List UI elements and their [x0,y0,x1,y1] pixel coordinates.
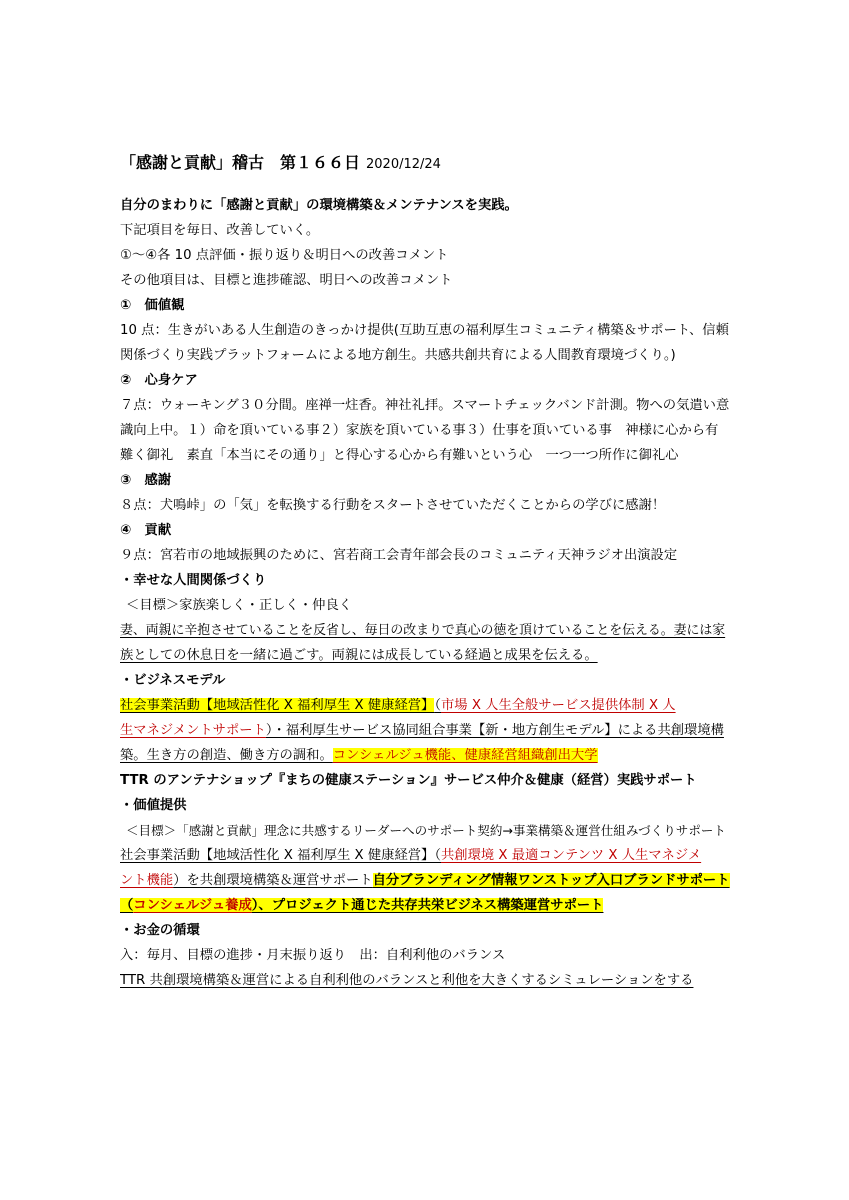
section-relations-line-2 [120,643,732,668]
section-business-heading: ・ビジネスモデル [120,673,226,688]
business-red-1: 市場 X 人生全般サービス提供体制 X 人 [441,698,676,713]
section-business-line-4: TTR のアンテナショップ『まちの健康ステーション』サービス仲介＆健康（経営）実践サポート [120,773,697,788]
value-text-2: ）を共創環境構築＆運営サポート [173,873,373,888]
section-money-line-2 [120,968,732,993]
relations-text-1: 妻、両親に辛抱させていることを反省し、毎日の改まりで真心の徳を頂けていることを伝える。妻には家 [120,623,726,638]
section-value-line-3 [120,893,732,918]
section-care-line-2: 識向上中。１）命を頂いている事２）家族を頂いている事３）仕事を頂いている事 神様に心から有 [120,423,719,438]
document-body [120,193,732,993]
section-contribution-line-1: ９点：宮若市の地域振興のために、宮若商工会青年部会長のコミュニティ天神ラジオ出演設定 [120,548,678,563]
section-value-line-2 [120,868,732,893]
section-thanks-line-1: ８点：犬鳴峠」の「気」を転換する行動をスタートさせていただくことからの学びに感謝！ [120,498,666,513]
business-paren-open: （ [434,698,442,713]
value-red-1: 共創環境 X 最適コンテンツ X 人生マネジメ [441,848,702,863]
intro-line-2: ①～④各 10 点評価・振り返り＆明日への改善コメント [120,248,449,263]
value-red-2: ント機能 [120,873,174,888]
section-care-heading: ② 心身ケア [120,373,198,388]
section-values-line-1: 10 点：生きがいある人生創造のきっかけ提供(互助互恵の福利厚生コミュニティ構築＆サポート、信頼 [120,323,729,338]
section-relations-goal: ＜目標＞家族楽しく・正しく・仲良く [126,598,353,613]
section-money-line-1: 入：毎月、目標の進捗・月末振り返り 出：自利利他のバランス [120,948,506,963]
section-value-goal: ＜目標＞「感謝と貢献」理念に共感するリーダーへのサポート契約→事業構築＆運営仕組みづくりサポート [126,823,726,838]
value-highlight-3a: （ [120,898,134,913]
section-care-line-1: ７点：ウォーキング３０分間。座禅一炷香。神社礼拝。スマートチェックバンド計測。物への気遣い意 [120,398,730,413]
business-red-2: 生マネジメントサポート [120,723,266,738]
section-relations-heading: ・幸せな人間関係づくり [120,573,267,588]
value-text-1: 社会事業活動【地域活性化 X 福利厚生 X 健康経営】（ [120,848,442,863]
section-thanks-heading: ③ 感謝 [120,473,172,488]
money-text-2: TTR 共創環境構築＆運営による自利利他のバランスと利他を大きくするシミュレーションをする [120,973,694,988]
business-text-2: ）・福利厚生サービス協同組合事業【新・地方創生モデル】による共創環境構 [265,723,724,738]
section-business-line-3 [120,743,732,768]
business-highlight-3: コンシェルジュ機能、健康経営組織創出大学 [332,748,598,763]
section-values-heading: ① 価値観 [120,298,185,313]
section-money-heading: ・お金の循環 [120,923,200,938]
business-highlight-1: 社会事業活動【地域活性化 X 福利厚生 X 健康経営】 [120,698,435,713]
value-highlight-3c: ）、プロジェクト通じた共存共栄ビジネス構築運営サポート [251,898,604,913]
section-relations-line-1 [120,618,732,643]
intro-heading: 自分のまわりに「感謝と貢献」の環境構築＆メンテナンスを実践。 [120,198,518,213]
page-title [120,150,441,173]
section-business-line-2 [120,718,732,743]
section-contribution-heading: ④ 貢献 [120,523,172,538]
section-business-line-1 [120,693,732,718]
intro-line-1: 下記項目を毎日、改善していく。 [120,223,320,238]
title-date: 2020/12/24 [366,157,441,172]
value-highlight-3b: コンシェルジュ養成 [133,898,252,913]
section-value-line-1 [120,843,732,868]
value-highlight-2: 自分ブランディング情報ワンストップ入口ブランドサポート [372,873,730,888]
intro-line-3: その他項目は、目標と進捗確認、明日への改善コメント [120,273,453,288]
business-text-3: 築。生き方の創造、働き方の調和。 [120,748,333,763]
section-care-line-3: 難く御礼 素直「本当にその通り」と得心する心から有難いという心 一つ一つ所作に御礼心 [120,448,679,463]
section-values-line-2: 関係づくり実践プラットフォームによる地方創生。共感共創共育による人間教育環境づくり。) [120,348,676,363]
title-main: 「感謝と貢献」稽古 第１６６日 [120,153,361,172]
relations-text-2: 族としての休息日を一緒に過ごす。両親には成長している経過と成果を伝える。 [120,648,598,663]
section-value-heading: ・価値提供 [120,798,187,813]
